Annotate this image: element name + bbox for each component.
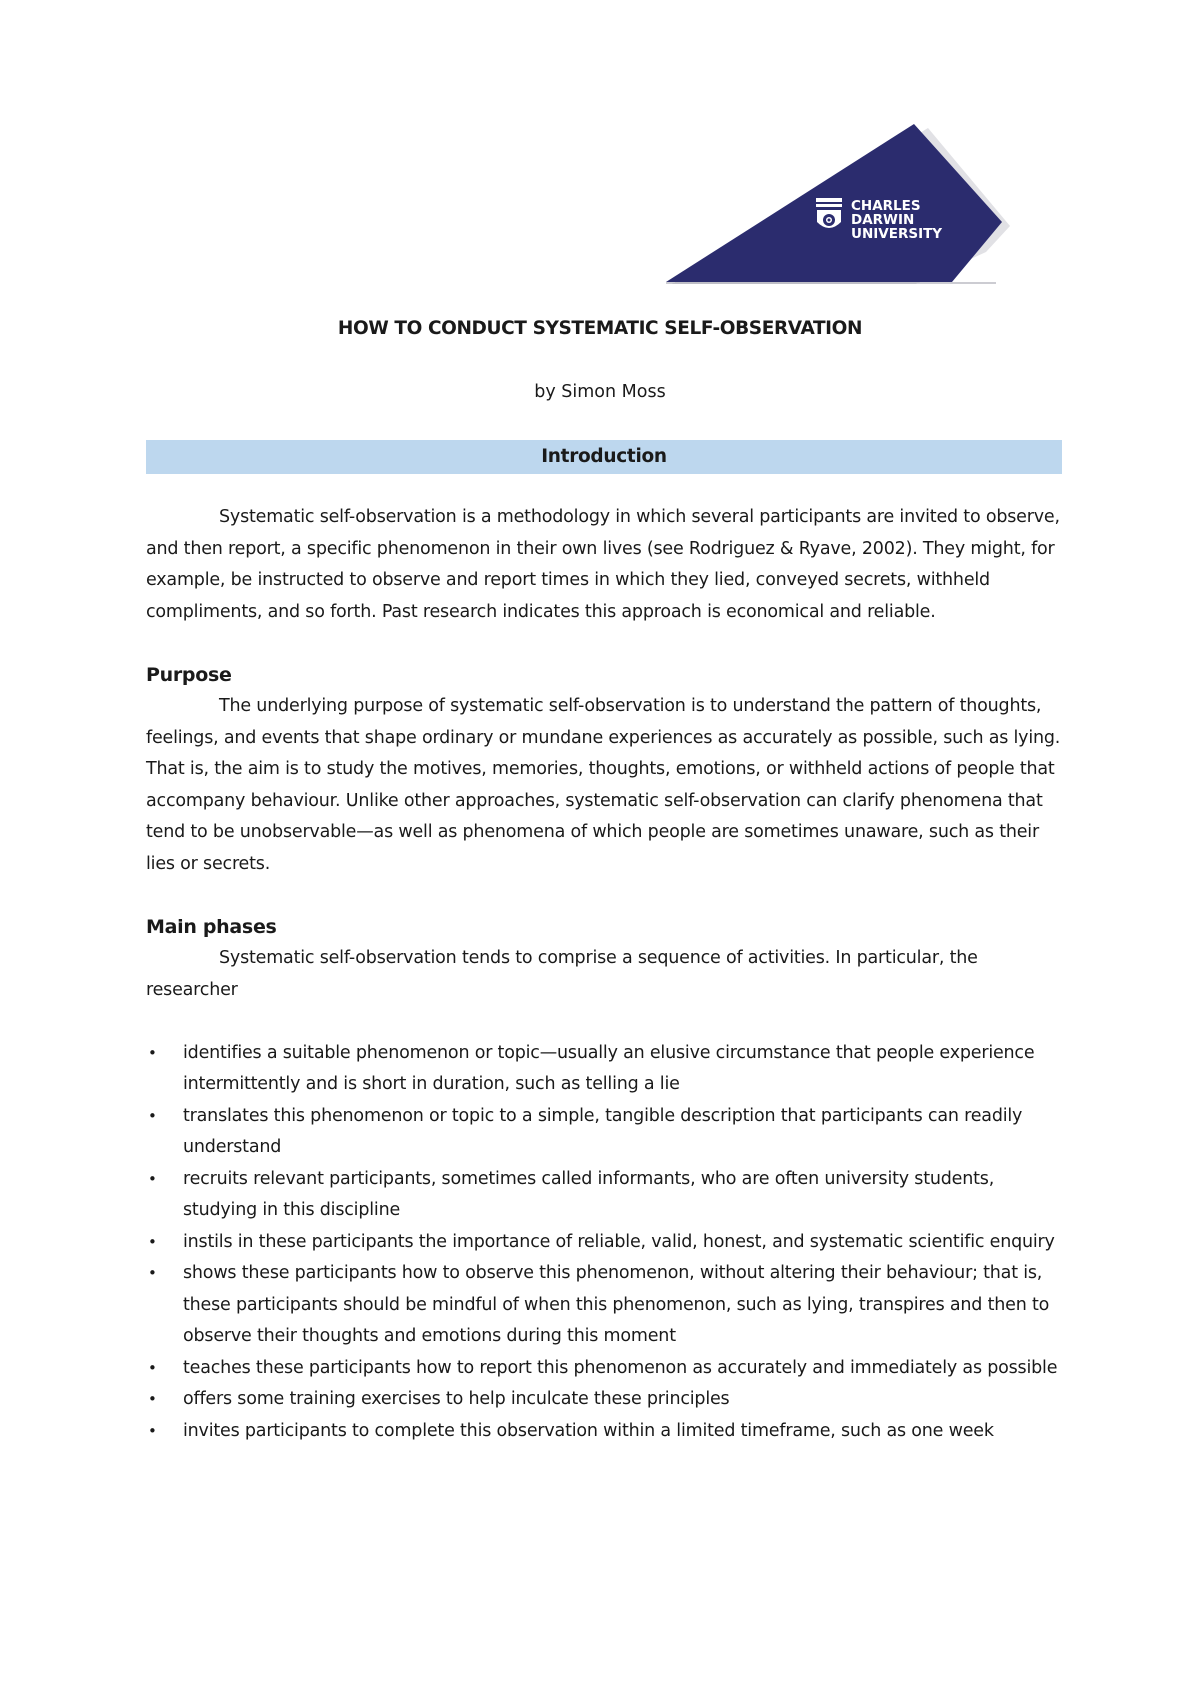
list-item: • translates this phenomenon or topic to a simple, tangible description that participants can readily understand	[146, 1101, 1066, 1164]
main-phases-paragraph: Systematic self-observation tends to comprise a sequence of activities. In particular, the researcher	[146, 948, 978, 1000]
document-title: HOW TO CONDUCT SYSTEMATIC SELF-OBSERVATION	[337, 318, 863, 339]
purpose-paragraph: The underlying purpose of systematic self-observation is to understand the pattern of thoughts, feelings, and events that shape ordinary or mundane experiences as accurately as possible, such as lying. That is, the aim is to study the motives, memories, thoughts, emotions, or withheld actions of people that accompany behaviour. Unlike other approaches, systematic self-observation can clarify phenomena that tend to be unobservable—as well as phenomena of which people are sometimes unaware, such as their lies or secrets.	[146, 696, 1061, 874]
list-item: • invites participants to complete this observation within a limited timeframe, such as one week	[146, 1416, 1066, 1448]
bullet-icon: •	[148, 1421, 157, 1440]
document-author: by Simon Moss	[534, 382, 666, 402]
bullet-icon: •	[148, 1390, 157, 1408]
bullet-icon: •	[148, 1358, 157, 1377]
bullet-icon: •	[148, 1264, 157, 1282]
purpose-heading: Purpose	[146, 663, 232, 686]
list-item: • offers some training exercises to help inculcate these principles	[146, 1384, 1066, 1416]
logo-text-line-1: CHARLES	[851, 198, 921, 214]
list-item: • recruits relevant participants, sometimes called informants, who are often university students, studying in this discipline	[146, 1164, 1066, 1227]
list-item: • instils in these participants the importance of reliable, valid, honest, and systematic scientific enquiry	[146, 1227, 1066, 1259]
introduction-heading: Introduction	[146, 440, 1062, 474]
phases-list	[146, 1038, 1066, 1448]
bullet-icon: •	[148, 1106, 157, 1125]
logo-text-line-2: DARWIN	[851, 212, 915, 228]
introduction-paragraph: Systematic self-observation is a methodology in which several participants are invited to observe, and then report, a specific phenomenon in their own lives (see Rodriguez & Ryave, 2002). They might, for example, be instructed to observe and report times in which they lied, conveyed secrets, withheld compliments, and so forth. Past research indicates this approach is economical and reliable.	[146, 507, 1060, 622]
bullet-icon: •	[148, 1232, 157, 1251]
main-phases-heading: Main phases	[146, 915, 277, 938]
bullet-icon: •	[148, 1169, 157, 1188]
list-item: • identifies a suitable phenomenon or topic—usually an elusive circumstance that people experience intermittently and is short in duration, such as telling a lie	[146, 1038, 1066, 1101]
logo-text-line-3: UNIVERSITY	[851, 226, 943, 242]
list-item: • teaches these participants how to report this phenomenon as accurately and immediately as possible	[146, 1353, 1066, 1385]
bullet-icon: •	[148, 1043, 157, 1062]
document-body	[146, 502, 1066, 1447]
list-item: • shows these participants how to observe this phenomenon, without altering their behaviour; that is, these participants should be mindful of when this phenomenon, such as lying, transpires and then to observe their thoughts and emotions during this moment	[146, 1258, 1066, 1353]
university-logo	[666, 124, 1010, 286]
